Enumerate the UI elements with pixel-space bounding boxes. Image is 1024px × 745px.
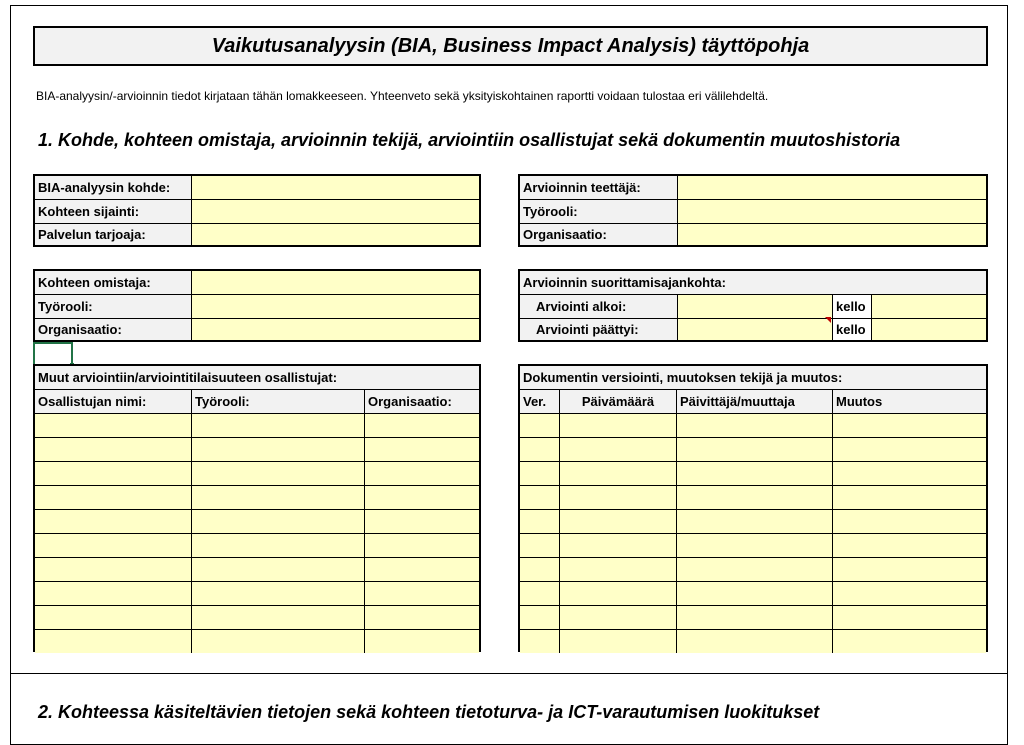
version-row: [520, 462, 986, 486]
versioning-col-date: Päivämäärä: [560, 390, 677, 413]
version-row: [520, 582, 986, 606]
participants-table: [33, 364, 481, 652]
participant-cell[interactable]: [365, 558, 479, 581]
participant-cell[interactable]: [192, 582, 365, 605]
end-time-label: kello: [833, 319, 872, 340]
participant-cell[interactable]: [192, 606, 365, 629]
versioning-col-ver: Ver.: [520, 390, 560, 413]
version-cell[interactable]: [520, 486, 560, 509]
participant-cell[interactable]: [365, 438, 479, 461]
participant-row: [35, 606, 479, 630]
version-cell[interactable]: [677, 606, 833, 629]
participant-cell[interactable]: [35, 510, 192, 533]
page-title-text: Vaikutusanalyysin (BIA, Business Impact Analysis) täyttöpohja: [211, 34, 810, 57]
target-row: [35, 176, 479, 200]
end-date-input[interactable]: [678, 319, 833, 340]
participants-col-org: Organisaatio:: [365, 390, 479, 413]
participant-cell[interactable]: [365, 414, 479, 437]
section-2-heading: 2. Kohteessa käsiteltävien tietojen sekä kohteen tietoturva- ja ICT-varautumisen luokitukset: [38, 702, 820, 722]
start-row: [520, 295, 986, 319]
participant-cell[interactable]: [35, 486, 192, 509]
version-cell[interactable]: [560, 438, 677, 461]
provider-label: Palvelun tarjoaja:: [35, 224, 192, 245]
participant-cell[interactable]: [35, 558, 192, 581]
owner-role-input[interactable]: [192, 295, 479, 318]
selected-cell[interactable]: [33, 342, 73, 366]
owner-role-label: Työrooli:: [35, 295, 192, 318]
timing-header: Arvioinnin suorittamisajankohta:: [520, 271, 986, 294]
participant-cell[interactable]: [365, 486, 479, 509]
location-input[interactable]: [192, 200, 479, 223]
participant-cell[interactable]: [35, 606, 192, 629]
version-cell[interactable]: [677, 558, 833, 581]
version-cell[interactable]: [677, 534, 833, 557]
provider-input[interactable]: [192, 224, 479, 245]
versioning-col-row: [520, 390, 986, 414]
intro-text: BIA-analyysin/-arvioinnin tiedot kirjataan tähän lomakkeeseen. Yhteenveto sekä yksityiskohtainen raportti voidaan tulostaa eri välilehdeltä.: [36, 89, 769, 103]
version-row: [520, 534, 986, 558]
version-cell[interactable]: [560, 606, 677, 629]
version-cell[interactable]: [520, 462, 560, 485]
owner-org-label: Organisaatio:: [35, 319, 192, 340]
provider-row: [35, 224, 479, 245]
participant-row: [35, 582, 479, 606]
owner-org-row: [35, 319, 479, 340]
start-label: Arviointi alkoi:: [520, 295, 678, 318]
versioning-header-row: [520, 366, 986, 390]
commissioner-org-label: Organisaatio:: [520, 224, 678, 245]
version-cell[interactable]: [520, 558, 560, 581]
version-cell[interactable]: [677, 438, 833, 461]
version-row: [520, 630, 986, 653]
participant-row: [35, 510, 479, 534]
commissioner-label: Arvioinnin teettäjä:: [520, 176, 678, 199]
participants-header-row: [35, 366, 479, 390]
version-cell[interactable]: [520, 510, 560, 533]
versioning-body: [520, 414, 986, 653]
owner-row: [35, 271, 479, 295]
participant-cell[interactable]: [35, 414, 192, 437]
version-row: [520, 438, 986, 462]
participant-cell[interactable]: [365, 510, 479, 533]
version-cell[interactable]: [833, 438, 986, 461]
participant-cell[interactable]: [192, 534, 365, 557]
version-cell[interactable]: [677, 582, 833, 605]
versioning-header: Dokumentin versiointi, muutoksen tekijä ja muutos:: [520, 366, 986, 389]
versioning-table: [518, 364, 988, 652]
version-cell[interactable]: [560, 462, 677, 485]
version-cell[interactable]: [560, 630, 677, 653]
section-1-heading: 1. Kohde, kohteen omistaja, arvioinnin tekijä, arviointiin osallistujat sekä dokumentin muutoshistoria: [38, 130, 901, 150]
participant-cell[interactable]: [192, 510, 365, 533]
participants-col-name: Osallistujan nimi:: [35, 390, 192, 413]
version-cell[interactable]: [833, 582, 986, 605]
participant-cell[interactable]: [365, 462, 479, 485]
timing-header-row: [520, 271, 986, 295]
participant-cell[interactable]: [365, 630, 479, 653]
target-table: [33, 174, 481, 247]
commissioner-table: [518, 174, 988, 247]
participants-col-role: Työrooli:: [192, 390, 365, 413]
version-cell[interactable]: [833, 630, 986, 653]
participant-row: [35, 558, 479, 582]
version-row: [520, 486, 986, 510]
version-cell[interactable]: [833, 534, 986, 557]
participant-cell[interactable]: [35, 582, 192, 605]
version-cell[interactable]: [520, 534, 560, 557]
version-cell[interactable]: [520, 414, 560, 437]
end-time-input[interactable]: [872, 319, 986, 340]
start-time-input[interactable]: [872, 295, 986, 318]
participant-row: [35, 486, 479, 510]
participant-cell[interactable]: [35, 534, 192, 557]
version-cell[interactable]: [833, 486, 986, 509]
participants-col-row: [35, 390, 479, 414]
participant-cell[interactable]: [192, 438, 365, 461]
commissioner-role-input[interactable]: [678, 200, 986, 223]
participant-cell[interactable]: [35, 438, 192, 461]
commissioner-org-row: [520, 224, 986, 245]
commissioner-role-label: Työrooli:: [520, 200, 678, 223]
owner-label: Kohteen omistaja:: [35, 271, 192, 294]
participant-cell[interactable]: [192, 462, 365, 485]
version-row: [520, 606, 986, 630]
version-cell[interactable]: [520, 606, 560, 629]
version-cell[interactable]: [560, 534, 677, 557]
participant-cell[interactable]: [192, 486, 365, 509]
target-label: BIA-analyysin kohde:: [35, 176, 192, 199]
version-cell[interactable]: [677, 510, 833, 533]
version-cell[interactable]: [677, 630, 833, 653]
participant-row: [35, 438, 479, 462]
version-cell[interactable]: [520, 630, 560, 653]
version-cell[interactable]: [833, 414, 986, 437]
participants-body: [35, 414, 479, 653]
section-divider: [10, 673, 1008, 674]
participant-row: [35, 534, 479, 558]
version-cell[interactable]: [833, 606, 986, 629]
participant-cell[interactable]: [35, 462, 192, 485]
version-cell[interactable]: [833, 558, 986, 581]
participant-row: [35, 414, 479, 438]
version-cell[interactable]: [560, 486, 677, 509]
version-cell[interactable]: [677, 486, 833, 509]
location-label: Kohteen sijainti:: [35, 200, 192, 223]
location-row: [35, 200, 479, 224]
version-cell[interactable]: [520, 438, 560, 461]
owner-table: [33, 269, 481, 342]
participant-cell[interactable]: [35, 630, 192, 653]
version-row: [520, 558, 986, 582]
participant-cell[interactable]: [192, 558, 365, 581]
version-cell[interactable]: [560, 414, 677, 437]
version-cell[interactable]: [560, 558, 677, 581]
commissioner-row: [520, 176, 986, 200]
comment-indicator-icon[interactable]: [825, 317, 831, 323]
end-row: [520, 319, 986, 340]
version-row: [520, 510, 986, 534]
owner-org-input[interactable]: [192, 319, 479, 340]
versioning-col-change: Muutos: [833, 390, 986, 413]
target-input[interactable]: [192, 176, 479, 199]
version-cell[interactable]: [520, 582, 560, 605]
start-time-label: kello: [833, 295, 872, 318]
participant-cell[interactable]: [365, 534, 479, 557]
version-cell[interactable]: [833, 510, 986, 533]
owner-role-row: [35, 295, 479, 319]
participant-cell[interactable]: [365, 606, 479, 629]
version-cell[interactable]: [560, 582, 677, 605]
version-cell[interactable]: [677, 462, 833, 485]
participant-cell[interactable]: [192, 414, 365, 437]
version-cell[interactable]: [560, 510, 677, 533]
participants-header: Muut arviointiin/arviointitilaisuuteen osallistujat:: [35, 366, 479, 389]
commissioner-org-input[interactable]: [678, 224, 986, 245]
participant-cell[interactable]: [365, 582, 479, 605]
commissioner-input[interactable]: [678, 176, 986, 199]
timing-table: [518, 269, 988, 342]
versioning-col-editor: Päivittäjä/muuttaja: [677, 390, 833, 413]
page-title: [33, 26, 988, 66]
version-row: [520, 414, 986, 438]
participant-cell[interactable]: [192, 630, 365, 653]
version-cell[interactable]: [833, 462, 986, 485]
end-label: Arviointi päättyi:: [520, 319, 678, 340]
version-cell[interactable]: [677, 414, 833, 437]
participant-row: [35, 630, 479, 653]
participant-row: [35, 462, 479, 486]
owner-input[interactable]: [192, 271, 479, 294]
commissioner-role-row: [520, 200, 986, 224]
start-date-input[interactable]: [678, 295, 833, 318]
